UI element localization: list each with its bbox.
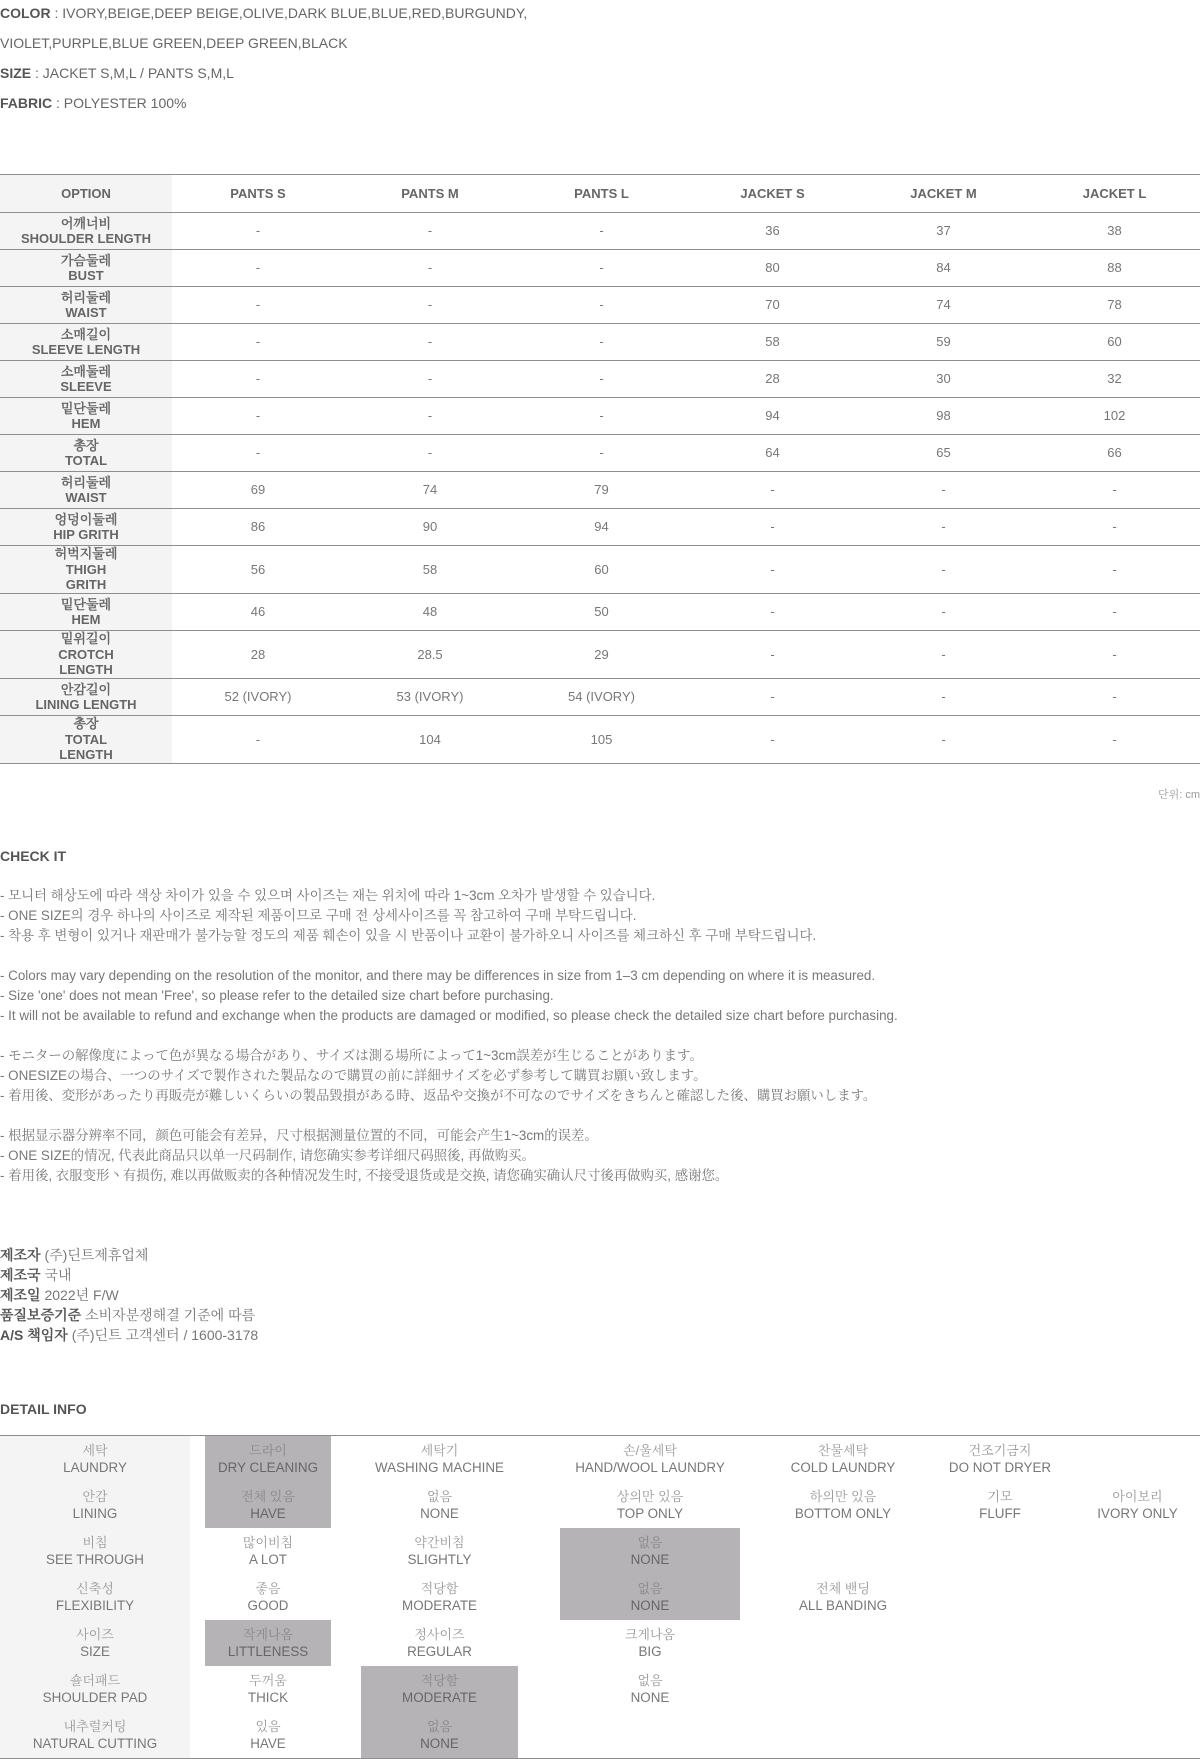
table-cell: - xyxy=(427,223,433,239)
table-row xyxy=(0,361,1200,398)
table-cell: - xyxy=(599,408,604,424)
table-cell: - xyxy=(255,445,261,461)
table-cell: - xyxy=(599,223,604,239)
detail-option-en: NONE xyxy=(420,1506,459,1521)
spec-fabric-value: : POLYESTER 100% xyxy=(52,95,187,111)
detail-option-ko: 전체 밴딩 xyxy=(816,1581,870,1596)
table-cell: 88 xyxy=(1107,260,1122,276)
table-cell: - xyxy=(770,482,775,498)
detail-option-ko: 좋음 xyxy=(255,1581,281,1596)
table-cell: 105 xyxy=(590,731,613,747)
detail-option-en: A LOT xyxy=(249,1552,287,1567)
detail-option-ko: 없음 xyxy=(426,1489,453,1504)
column-header: OPTION xyxy=(0,175,172,213)
row-label-line: WAIST xyxy=(65,490,107,505)
detail-option-en: BIG xyxy=(638,1644,662,1659)
detail-label-ko: 비침 xyxy=(82,1535,108,1550)
column-header: JACKET M xyxy=(858,175,1029,213)
detail-option-en: IVORY ONLY xyxy=(1097,1506,1178,1521)
detail-option-ko: 없음 xyxy=(637,1673,663,1688)
detail-option xyxy=(560,1666,740,1712)
size-table-header xyxy=(0,175,1200,213)
table-cell: - xyxy=(1112,731,1117,747)
detail-option xyxy=(560,1620,740,1666)
detail-option-en: FLUFF xyxy=(979,1506,1021,1521)
table-cell: - xyxy=(427,334,433,350)
detail-option xyxy=(361,1574,518,1620)
detail-row-label xyxy=(0,1436,190,1482)
table-row xyxy=(0,287,1200,324)
table-row xyxy=(0,679,1200,716)
column-header: PANTS M xyxy=(344,175,516,213)
detail-label-ko: 사이즈 xyxy=(76,1627,114,1642)
table-cell: 80 xyxy=(765,260,780,276)
detail-option xyxy=(361,1528,518,1574)
note-line: - ONESIZEの場合、一つのサイズで製作された製品なので購買の前に詳細サイズを必ず参考して購買お願い致します。 xyxy=(0,1068,707,1083)
column-header: PANTS S xyxy=(172,175,344,213)
detail-option xyxy=(361,1482,518,1528)
detail-option xyxy=(560,1574,740,1620)
maker-row xyxy=(0,1285,258,1305)
table-cell: - xyxy=(770,646,775,662)
detail-label-ko: 세탁 xyxy=(82,1443,108,1458)
detail-option-en: WASHING MACHINE xyxy=(375,1460,504,1475)
detail-label-en: LAUNDRY xyxy=(63,1460,127,1475)
detail-option-ko: 많이비침 xyxy=(242,1535,294,1550)
row-label-line: 소매둘레 xyxy=(60,363,112,379)
detail-option xyxy=(205,1666,331,1712)
table-cell: 90 xyxy=(422,519,438,535)
table-cell: - xyxy=(255,408,261,424)
detail-option xyxy=(205,1436,331,1482)
detail-option-en: TOP ONLY xyxy=(616,1506,684,1521)
table-cell: - xyxy=(255,297,261,313)
check-it-title: CHECK IT xyxy=(0,848,67,864)
table-cell: - xyxy=(599,445,604,461)
spec-color-value-continued: VIOLET,PURPLE,BLUE GREEN,DEEP GREEN,BLACK xyxy=(0,35,348,51)
detail-option xyxy=(560,1436,740,1482)
detail-option-ko: 두꺼움 xyxy=(249,1673,287,1688)
detail-option xyxy=(740,1436,946,1482)
table-cell: - xyxy=(255,334,261,350)
detail-row-label xyxy=(0,1620,190,1666)
table-cell: - xyxy=(1112,604,1117,620)
maker-value: 소비자분쟁해결 기준에 따름 xyxy=(81,1307,256,1323)
row-label xyxy=(0,324,172,361)
table-row xyxy=(0,324,1200,361)
spec-fabric xyxy=(0,95,186,111)
maker-row xyxy=(0,1245,258,1265)
table-cell: 59 xyxy=(936,334,951,350)
detail-label-en: SEE THROUGH xyxy=(46,1552,144,1567)
detail-option-ko: 약간비침 xyxy=(414,1535,465,1550)
row-label xyxy=(0,716,172,764)
table-row xyxy=(0,546,1200,594)
detail-option-ko: 상의만 있음 xyxy=(616,1489,684,1504)
maker-value: 국내 xyxy=(40,1267,72,1283)
note-line: - Size 'one' does not mean 'Free', so please refer to the detailed size chart before purchasing. xyxy=(0,988,554,1003)
table-cell: 46 xyxy=(250,604,266,620)
table-cell: 53 (IVORY) xyxy=(396,689,464,705)
note-line: - 着用後、変形があったり再販売が難しいくらいの製品毀損がある時、返品や交換が不可なのでサイズをきちんと確認した後、購買お願いします。 xyxy=(0,1088,877,1103)
row-label-line: CROTCH xyxy=(58,646,114,662)
row-label-line: WAIST xyxy=(65,305,107,320)
note-line: - ONE SIZE의 경우 하나의 사이즈로 제작된 제품이므로 구매 전 상세사이즈를 꼭 참고하여 구매 부탁드립니다. xyxy=(0,908,637,923)
table-cell: 64 xyxy=(765,445,780,461)
detail-option xyxy=(560,1482,740,1528)
table-cell: 37 xyxy=(936,223,951,239)
maker-value: (주)딘트제휴업체 xyxy=(40,1247,149,1263)
table-cell: - xyxy=(941,646,946,662)
table-cell: 58 xyxy=(765,334,780,350)
detail-option-en: DRY CLEANING xyxy=(218,1460,318,1475)
detail-option-en: ALL BANDING xyxy=(798,1598,888,1613)
table-cell: 52 (IVORY) xyxy=(224,689,292,705)
table-cell: 104 xyxy=(419,731,441,747)
table-cell: 54 (IVORY) xyxy=(568,689,635,705)
detail-option-en: REGULAR xyxy=(407,1644,472,1659)
detail-option xyxy=(560,1528,740,1574)
detail-option-en: MODERATE xyxy=(402,1598,477,1613)
table-cell: 69 xyxy=(250,482,266,498)
table-row xyxy=(0,472,1200,509)
column-header: JACKET S xyxy=(687,175,858,213)
spec-size-key: SIZE xyxy=(0,65,32,81)
detail-option xyxy=(205,1574,331,1620)
row-label xyxy=(0,213,172,250)
row-label xyxy=(0,472,172,509)
table-cell: 48 xyxy=(422,604,438,620)
maker-key: 제조일 xyxy=(0,1287,41,1303)
detail-option xyxy=(205,1482,331,1528)
detail-label-en: NATURAL CUTTING xyxy=(32,1736,158,1751)
row-label-line: SLEEVE xyxy=(60,379,112,394)
row-label-line: 허벅지둘레 xyxy=(54,546,118,562)
note-line: - 根据显示器分辨率不同，颜色可能会有差异，尺寸根据测量位置的不同，可能会产生1~3cm的误差。 xyxy=(0,1128,598,1143)
note-line: - Colors may vary depending on the resolution of the monitor, and there may be differences in size from 1–3 cm depending on where it is measured. xyxy=(0,968,876,983)
table-cell: 94 xyxy=(594,519,609,535)
table-cell: - xyxy=(941,731,946,747)
row-label xyxy=(0,361,172,398)
row-label xyxy=(0,435,172,472)
table-cell: - xyxy=(1112,689,1117,705)
row-label-line: 허리둘레 xyxy=(60,289,112,305)
row-label-line: BUST xyxy=(68,268,104,283)
table-row xyxy=(0,716,1200,764)
table-cell: - xyxy=(255,731,261,747)
detail-option xyxy=(361,1712,518,1758)
maker-row xyxy=(0,1265,258,1285)
row-label-line: 소매길이 xyxy=(60,326,112,342)
row-label-line: 허리둘레 xyxy=(60,474,112,490)
row-label xyxy=(0,631,172,679)
column-header: PANTS L xyxy=(516,175,687,213)
table-cell: 79 xyxy=(594,482,609,498)
spec-fabric-key: FABRIC xyxy=(0,95,53,111)
detail-option-en: BOTTOM ONLY xyxy=(794,1506,892,1521)
table-cell: 84 xyxy=(936,260,951,276)
row-label xyxy=(0,250,172,287)
detail-label-ko: 안감 xyxy=(82,1489,108,1504)
detail-option-en: DO NOT DRYER xyxy=(948,1460,1052,1475)
detail-option-en: HAND/WOOL LAUNDRY xyxy=(575,1460,725,1475)
maker-value: 2022년 F/W xyxy=(40,1287,119,1303)
detail-row-label xyxy=(0,1712,190,1758)
detail-option-ko: 전체 있음 xyxy=(241,1489,295,1504)
detail-row-label xyxy=(0,1574,190,1620)
table-cell: 74 xyxy=(422,482,438,498)
row-label-line: 총장 xyxy=(73,716,99,732)
row-label-line: 안감길이 xyxy=(60,681,112,697)
table-cell: - xyxy=(770,689,775,705)
note-line: - It will not be available to refund and exchange when the products are damaged or modified, so please check the detailed size chart before purchasing. xyxy=(0,1008,898,1023)
column-header: JACKET L xyxy=(1029,175,1200,213)
row-label xyxy=(0,546,172,594)
table-cell: - xyxy=(770,604,775,620)
table-cell: - xyxy=(770,519,775,535)
note-line: - 모니터 해상도에 따라 색상 차이가 있을 수 있으며 사이즈는 재는 위치에 따라 1~3cm 오차가 발생할 수 있습니다. xyxy=(0,888,656,903)
table-cell: 60 xyxy=(594,561,609,577)
size-table xyxy=(0,174,1200,764)
table-cell: 70 xyxy=(765,297,780,313)
table-row xyxy=(0,509,1200,546)
maker-key: 품질보증기준 xyxy=(0,1307,82,1323)
table-row xyxy=(0,435,1200,472)
detail-option-ko: 건조기금지 xyxy=(968,1443,1032,1458)
detail-option xyxy=(205,1620,331,1666)
table-cell: - xyxy=(599,371,604,387)
detail-info-grid xyxy=(0,1436,1200,1759)
detail-option-ko: 드라이 xyxy=(249,1443,287,1458)
row-label-line: SLEEVE LENGTH xyxy=(31,342,141,357)
table-cell: - xyxy=(1112,646,1117,662)
maker-key: A/S 책임자 xyxy=(0,1327,68,1343)
table-row xyxy=(0,631,1200,679)
table-cell: - xyxy=(1112,519,1117,535)
detail-row-label xyxy=(0,1666,190,1712)
table-row xyxy=(0,213,1200,250)
detail-option xyxy=(740,1574,946,1620)
spec-color-continued xyxy=(0,35,348,51)
detail-option-en: COLD LAUNDRY xyxy=(790,1460,896,1475)
row-label-line: HEM xyxy=(71,612,101,627)
note-line: - モニターの解像度によって色が異なる場合があり、サイズは測る場所によって1~3cm誤差が生じることがあります。 xyxy=(0,1048,703,1063)
table-cell: 66 xyxy=(1107,445,1122,461)
table-cell: - xyxy=(1112,482,1117,498)
unit-label: 단위: cm xyxy=(1157,789,1200,801)
table-cell: 86 xyxy=(250,519,266,535)
spec-size-value: : JACKET S,M,L / PANTS S,M,L xyxy=(31,65,234,81)
row-label-line: 밑위길이 xyxy=(60,631,112,647)
row-label-line: LENGTH xyxy=(59,662,113,678)
detail-option-ko: 적당함 xyxy=(420,1581,459,1596)
detail-option xyxy=(1075,1482,1200,1528)
table-cell: - xyxy=(941,519,946,535)
row-label-line: HIP GRITH xyxy=(53,527,119,542)
table-cell: - xyxy=(941,482,946,498)
maker-key: 제조자 xyxy=(0,1247,41,1263)
row-label-line: 엉덩이둘레 xyxy=(54,511,118,527)
table-cell: 36 xyxy=(765,223,780,239)
detail-option xyxy=(945,1436,1055,1482)
detail-label-ko: 숄더패드 xyxy=(69,1673,121,1688)
maker-row xyxy=(0,1305,258,1325)
detail-option-ko: 아이보리 xyxy=(1112,1489,1163,1504)
table-cell: - xyxy=(427,445,433,461)
maker-value: (주)딘트 고객센터 / 1600-3178 xyxy=(67,1327,259,1343)
spec-color xyxy=(0,5,527,21)
detail-option-ko: 세탁기 xyxy=(420,1443,459,1458)
table-row xyxy=(0,594,1200,631)
detail-option-ko: 크게나옴 xyxy=(624,1627,676,1642)
row-label xyxy=(0,679,172,716)
table-cell: 78 xyxy=(1107,297,1122,313)
note-spacer xyxy=(0,1106,898,1126)
table-cell: 74 xyxy=(936,297,951,313)
note-line: - 착용 후 변형이 있거나 재판매가 불가능할 정도의 제품 훼손이 있을 시 반품이나 교환이 불가하오니 사이즈를 체크하신 후 구매 부탁드립니다. xyxy=(0,928,817,943)
detail-option xyxy=(945,1482,1055,1528)
detail-option-ko: 작게나옴 xyxy=(242,1627,294,1642)
table-cell: 58 xyxy=(422,561,438,577)
detail-option xyxy=(205,1528,331,1574)
detail-option xyxy=(205,1712,331,1758)
detail-option-ko: 찬물세탁 xyxy=(817,1443,869,1458)
table-cell: 32 xyxy=(1107,371,1122,387)
table-cell: 38 xyxy=(1107,223,1122,239)
table-cell: - xyxy=(599,297,604,313)
detail-option-ko: 적당함 xyxy=(420,1673,459,1688)
maker-key: 제조국 xyxy=(0,1267,41,1283)
table-cell: 94 xyxy=(765,408,780,424)
table-cell: - xyxy=(770,561,775,577)
row-label-line: 가슴둘레 xyxy=(60,252,112,268)
table-cell: - xyxy=(427,408,433,424)
detail-option-en: NONE xyxy=(630,1552,670,1567)
table-cell: - xyxy=(770,731,775,747)
row-label-line: THIGH xyxy=(65,561,107,577)
table-row xyxy=(0,398,1200,435)
row-label-line: 총장 xyxy=(73,437,99,453)
detail-option xyxy=(361,1436,518,1482)
detail-label-ko: 내추럴커팅 xyxy=(63,1719,127,1734)
detail-option-ko: 없음 xyxy=(637,1581,663,1596)
detail-option-ko: 없음 xyxy=(426,1719,453,1734)
detail-label-en: FLEXIBILITY xyxy=(55,1598,135,1613)
row-label-line: 어깨너비 xyxy=(60,215,112,231)
table-cell: - xyxy=(427,260,433,276)
maker-row xyxy=(0,1325,258,1345)
detail-row-label xyxy=(0,1528,190,1574)
spec-color-value: : IVORY,BEIGE,DEEP BEIGE,OLIVE,DARK BLUE,BLUE,RED,BURGUNDY, xyxy=(50,5,528,21)
table-row xyxy=(0,250,1200,287)
spec-color-key: COLOR xyxy=(0,5,51,21)
row-label xyxy=(0,398,172,435)
detail-option-en: THICK xyxy=(247,1690,289,1705)
detail-label-en: SHOULDER PAD xyxy=(42,1690,148,1705)
table-cell: 98 xyxy=(936,408,951,424)
detail-option-ko: 있음 xyxy=(255,1719,281,1734)
table-cell: - xyxy=(255,260,261,276)
detail-option-ko: 없음 xyxy=(637,1535,663,1550)
detail-option-en: NONE xyxy=(630,1598,670,1613)
detail-option-ko: 하의만 있음 xyxy=(809,1489,877,1504)
row-label-line: GRITH xyxy=(65,577,107,593)
note-spacer xyxy=(0,1026,898,1046)
detail-info-title: DETAIL INFO xyxy=(0,1401,87,1417)
row-label-line: LENGTH xyxy=(59,747,113,763)
spec-size xyxy=(0,65,234,81)
table-cell: 29 xyxy=(594,646,609,662)
row-label-line: TOTAL xyxy=(64,731,108,747)
detail-option xyxy=(361,1666,518,1712)
row-label xyxy=(0,287,172,324)
detail-option-ko: 손/울세탁 xyxy=(623,1443,677,1458)
detail-row-label xyxy=(0,1482,190,1528)
table-cell: 102 xyxy=(1103,408,1126,424)
table-cell: - xyxy=(941,561,946,577)
table-cell: - xyxy=(427,371,433,387)
row-label xyxy=(0,509,172,546)
detail-option-ko: 정사이즈 xyxy=(414,1627,465,1642)
detail-label-en: LINING xyxy=(72,1506,118,1521)
table-cell: 60 xyxy=(1107,334,1122,350)
row-label-line: TOTAL xyxy=(64,453,108,468)
detail-option-en: HAVE xyxy=(250,1736,286,1751)
detail-option-en: GOOD xyxy=(247,1598,289,1613)
table-cell: - xyxy=(1112,561,1117,577)
detail-option-en: HAVE xyxy=(250,1506,286,1521)
table-cell: - xyxy=(255,371,261,387)
detail-label-en: SIZE xyxy=(80,1644,110,1659)
row-label-line: LINING LENGTH xyxy=(35,697,137,712)
detail-option-en: NONE xyxy=(630,1690,670,1705)
table-cell: 28 xyxy=(250,646,266,662)
detail-option-en: MODERATE xyxy=(402,1690,477,1705)
row-label-line: 밑단둘레 xyxy=(60,400,112,416)
detail-label-ko: 신축성 xyxy=(76,1581,114,1596)
row-label-line: 밑단둘레 xyxy=(60,596,112,612)
table-cell: 28 xyxy=(765,371,780,387)
table-cell: 56 xyxy=(250,561,266,577)
table-cell: - xyxy=(427,297,433,313)
note-spacer xyxy=(0,946,898,966)
note-line: - ONE SIZE的情况, 代表此商品只以单一尺码制作, 请您确实参考详细尺码照後, 再做购买。 xyxy=(0,1148,535,1163)
table-cell: - xyxy=(941,689,946,705)
detail-option-en: LITTLENESS xyxy=(227,1644,309,1659)
detail-option-ko: 기모 xyxy=(987,1489,1013,1504)
table-cell: 50 xyxy=(594,604,609,620)
check-it-notes xyxy=(0,886,898,1186)
table-cell: - xyxy=(941,604,946,620)
table-cell: 65 xyxy=(936,445,951,461)
detail-option xyxy=(740,1482,946,1528)
row-label xyxy=(0,594,172,631)
table-cell: 28.5 xyxy=(417,646,443,662)
maker-info xyxy=(0,1245,258,1345)
table-cell: - xyxy=(599,334,604,350)
table-cell: - xyxy=(255,223,261,239)
detail-option-en: SLIGHTLY xyxy=(407,1552,472,1567)
detail-option-en: NONE xyxy=(420,1736,459,1751)
row-label-line: SHOULDER LENGTH xyxy=(21,231,151,246)
row-label-line: HEM xyxy=(71,416,101,431)
detail-option xyxy=(361,1620,518,1666)
table-cell: 30 xyxy=(936,371,951,387)
note-line: - 着用後, 衣服变形丶有损伤, 难以再做贩卖的各种情况发生时, 不接受退货或是交换, 请您确实确认尺寸後再做购买, 感谢您。 xyxy=(0,1168,729,1183)
table-cell: - xyxy=(599,260,604,276)
